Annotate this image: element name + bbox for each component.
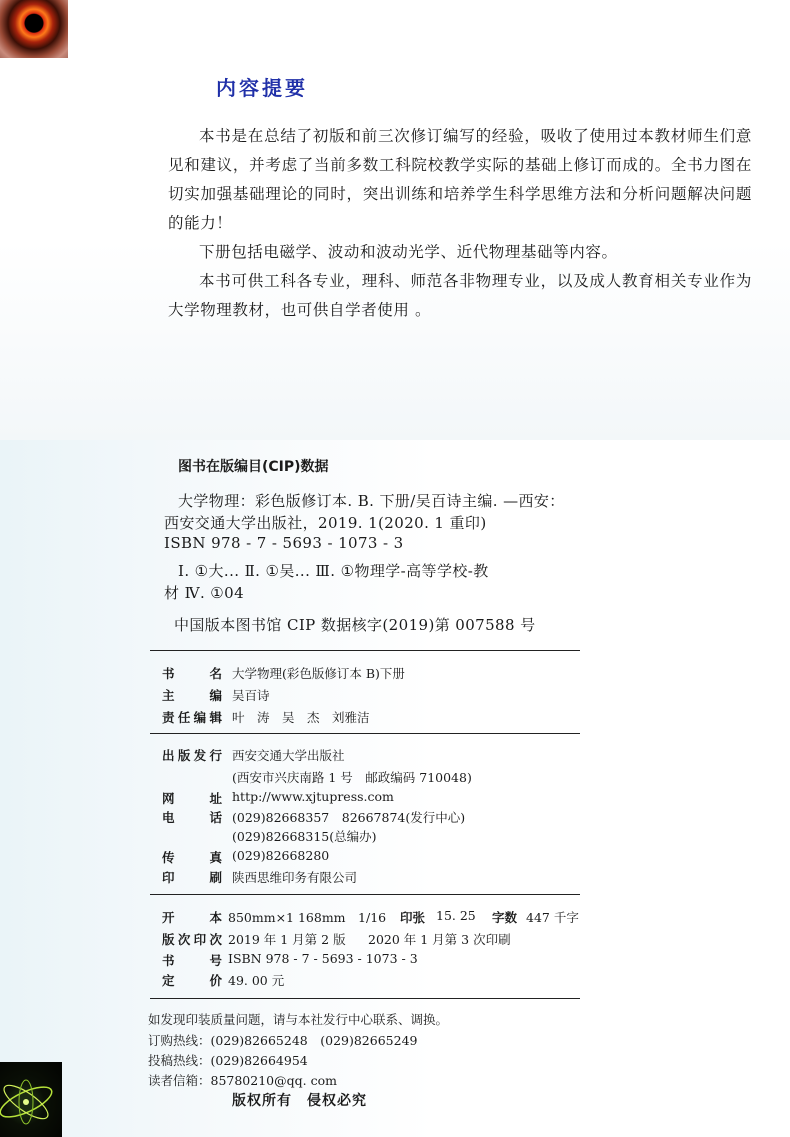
isbn-value: ISBN 978 - 7 - 5693 - 1073 - 3 — [228, 951, 418, 966]
cip-line-5: 材 Ⅳ. ①04 — [164, 584, 245, 602]
divider-4 — [150, 998, 580, 999]
divider-2 — [150, 733, 580, 734]
fax-label: 传 真 — [162, 850, 222, 865]
format-label: 开 本 — [162, 910, 222, 925]
price-label: 定 价 — [162, 973, 222, 988]
isbn-label: 书 号 — [162, 953, 222, 968]
summary-paragraph-2: 下册包括电磁学、波动和波动光学、近代物理基础等内容。 — [199, 243, 618, 261]
reader-mailbox: 读者信箱：85780210@qq. com — [148, 1073, 337, 1088]
edition-label: 版次印次 — [162, 932, 222, 947]
fax-value: (029)82668280 — [232, 848, 330, 863]
words-label: 字数 — [492, 910, 518, 925]
orbit-decoration — [0, 1062, 62, 1137]
phone-value-2: (029)82668315(总编办) — [232, 829, 377, 844]
printing-value: 2020 年 1 月第 3 次印刷 — [368, 932, 511, 947]
resp-editor-label: 责任编辑 — [162, 710, 222, 725]
cip-title: 图书在版编目(CIP)数据 — [178, 459, 329, 475]
cip-line-4: Ⅰ. ①大... Ⅱ. ①吴... Ⅲ. ①物理学-高等学校-教 — [178, 562, 489, 580]
title-value: 大学物理(彩色版修订本 B)下册 — [232, 666, 405, 681]
resp-editor-value: 叶 涛 吴 杰 刘雅洁 — [232, 710, 370, 725]
cip-check-number: 中国版本图书馆 CIP 数据核字(2019)第 007588 号 — [174, 616, 536, 634]
order-hotline: 订购热线：(029)82665248 (029)82665249 — [148, 1033, 418, 1048]
copyright-notice: 版权所有 侵权必究 — [232, 1093, 367, 1109]
summary-paragraph-1: 本书是在总结了初版和前三次修订编写的经验，吸收了使用过本教材师生们意见和建议，并考虑了当前多数工科院校教学实际的基础上修订而成的。全书力图在切实加强基础理论的同时，突出训练和培养学生科学思维方法和分析问题解决问题的能力！ — [168, 127, 752, 232]
summary-heading: 内容提要 — [216, 76, 308, 100]
printer-label: 印 刷 — [162, 870, 222, 885]
divider-3 — [150, 894, 580, 895]
quality-note: 如发现印装质量问题，请与本社发行中心联系、调换。 — [148, 1012, 449, 1027]
format-value: 850mm×1 168mm 1/16 — [228, 910, 387, 925]
publisher-label: 出版发行 — [162, 748, 222, 763]
divider-1 — [150, 650, 580, 651]
phone-value-1: (029)82668357 82667874(发行中心) — [232, 810, 466, 825]
edition-value: 2019 年 1 月第 2 版 — [228, 932, 346, 947]
title-label: 书 名 — [162, 666, 222, 681]
website-label: 网 址 — [162, 791, 222, 806]
sheets-label: 印张 — [400, 910, 426, 925]
words-value: 447 千字 — [526, 910, 579, 925]
submission-hotline: 投稿热线：(029)82664954 — [148, 1053, 308, 1068]
publisher-address: (西安市兴庆南路 1 号 邮政编码 710048) — [232, 770, 472, 785]
cip-line-3: ISBN 978 - 7 - 5693 - 1073 - 3 — [164, 534, 404, 552]
sheets-value: 15. 25 — [436, 908, 476, 923]
editor-value: 吴百诗 — [232, 688, 270, 703]
summary-paragraph-3: 本书可供工科各专业，理科、师范各非物理专业，以及成人教育相关专业作为大学物理教材，也可供自学者使用 。 — [168, 272, 752, 319]
editor-label: 主 编 — [162, 688, 222, 703]
phone-label: 电 话 — [162, 810, 222, 825]
printer-value: 陕西思维印务有限公司 — [232, 870, 358, 885]
website-value: http://www.xjtupress.com — [232, 789, 394, 804]
price-value: 49. 00 元 — [228, 973, 285, 988]
cip-line-2: 西安交通大学出版社，2019. 1(2020. 1 重印) — [164, 514, 487, 532]
black-hole-decoration — [0, 0, 68, 58]
cip-line-1: 大学物理：彩色版修订本. B. 下册/吴百诗主编. —西安： — [178, 492, 565, 510]
publisher-name: 西安交通大学出版社 — [232, 748, 345, 763]
